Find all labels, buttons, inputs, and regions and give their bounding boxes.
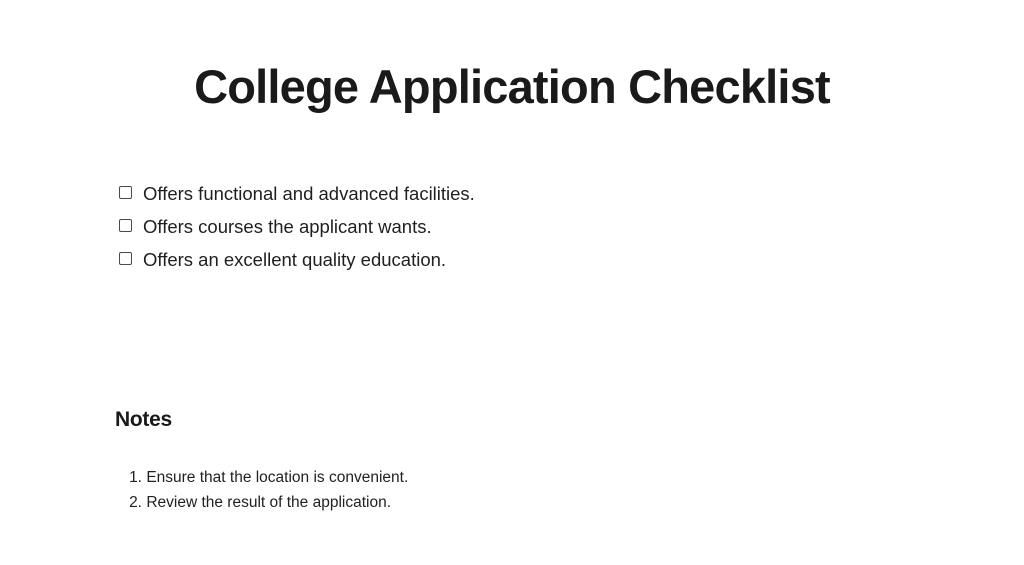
notes-list	[115, 465, 408, 515]
note-text: Ensure that the location is convenient.	[146, 469, 409, 486]
notes-heading: Notes	[115, 408, 172, 431]
checklist-item-label: Offers an excellent quality education.	[143, 248, 447, 270]
checklist	[119, 177, 475, 276]
checkbox[interactable]	[119, 219, 132, 232]
checklist-item	[119, 243, 475, 276]
note-item	[115, 490, 408, 515]
checkbox[interactable]	[119, 252, 132, 265]
checklist-item-label: Offers courses the applicant wants.	[143, 215, 432, 237]
checklist-item-label: Offers functional and advanced facilities.	[143, 182, 475, 204]
checkbox[interactable]	[119, 186, 132, 199]
note-text: Review the result of the application.	[146, 494, 392, 511]
checklist-item	[119, 177, 475, 210]
note-number: 1.	[129, 469, 142, 486]
note-number: 2.	[129, 494, 142, 511]
note-item	[115, 465, 408, 490]
checklist-item	[119, 210, 475, 243]
page-title: College Application Checklist	[194, 60, 830, 113]
